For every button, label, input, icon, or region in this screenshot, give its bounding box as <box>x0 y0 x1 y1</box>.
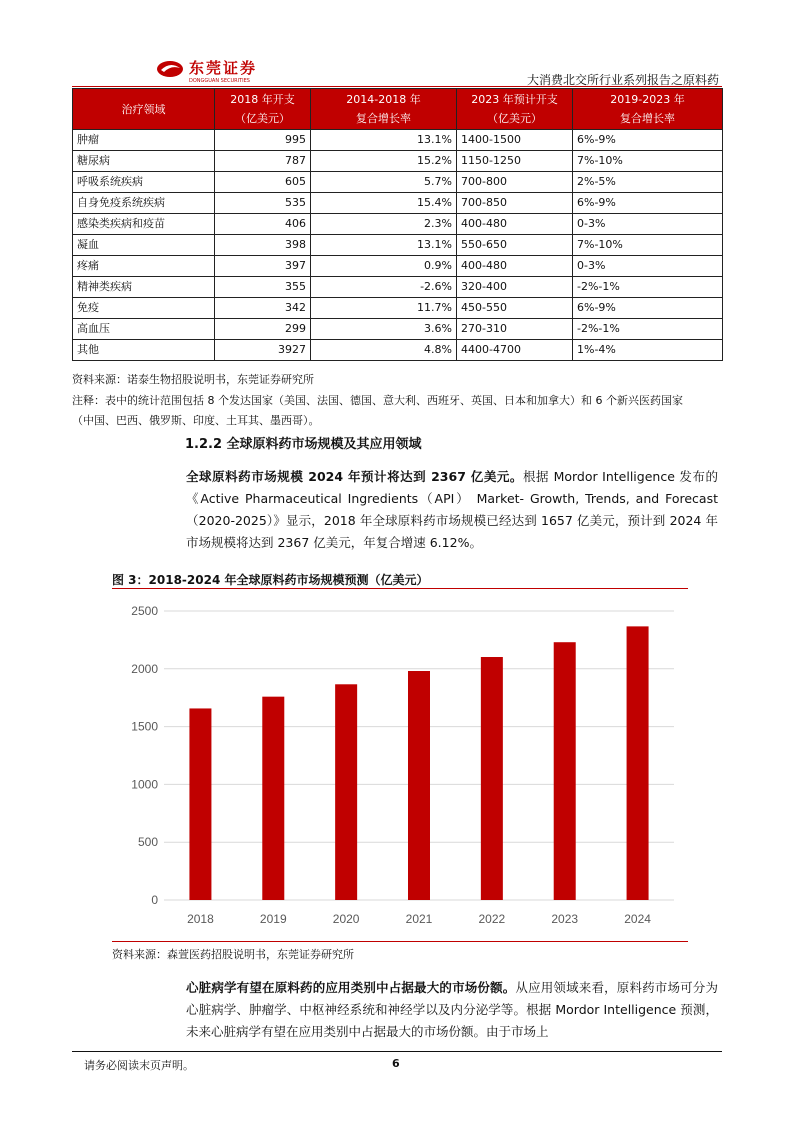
table-cell: 605 <box>215 172 311 193</box>
table-row <box>73 319 723 340</box>
y-tick-label: 1000 <box>131 777 158 792</box>
table-cell: 3.6% <box>311 319 457 340</box>
table-header-line: 复合增长率 <box>356 112 411 125</box>
table-note-line-2: （中国、巴西、俄罗斯、印度、土耳其、墨西哥）。 <box>72 414 320 427</box>
table-cell: 995 <box>215 130 311 151</box>
x-tick-label: 2023 <box>551 912 579 926</box>
x-tick-label: 2020 <box>332 912 360 926</box>
table-cell: 精神类疾病 <box>73 277 215 298</box>
section-heading: 1.2.2 全球原料药市场规模及其应用领域 <box>185 437 422 452</box>
bar-2019 <box>262 697 284 900</box>
table-cell: 700-800 <box>457 172 573 193</box>
table-header-line: 2023 年预计开支 <box>471 93 558 106</box>
y-tick-label: 2500 <box>131 604 158 618</box>
page-number: 6 <box>392 1057 400 1070</box>
table-cell: 400-480 <box>457 214 573 235</box>
table-cell: 320-400 <box>457 277 573 298</box>
table-row <box>73 235 723 256</box>
figure-caption: 图 3：2018-2024 年全球原料药市场规模预测（亿美元） <box>112 573 429 587</box>
bar-2020 <box>335 684 357 900</box>
table-body <box>73 130 723 361</box>
table-cell: 398 <box>215 235 311 256</box>
logo-text: 东莞证券 <box>189 59 258 77</box>
table-cell: 5.7% <box>311 172 457 193</box>
table-cell: 呼吸系统疾病 <box>73 172 215 193</box>
table-cell: 550-650 <box>457 235 573 256</box>
table-cell: 299 <box>215 319 311 340</box>
figure-source: 资料来源：森萱医药招股说明书，东莞证券研究所 <box>112 948 354 961</box>
table-header-line: 2014-2018 年 <box>346 93 421 106</box>
table-cell: 1%-4% <box>573 340 723 361</box>
table-cell: -2%-1% <box>573 319 723 340</box>
bar-2021 <box>408 671 430 900</box>
table-header-cell <box>73 89 215 130</box>
table-row <box>73 214 723 235</box>
table-cell: 6%-9% <box>573 193 723 214</box>
table-cell: 4.8% <box>311 340 457 361</box>
table-cell: 0.9% <box>311 256 457 277</box>
table-cell: 15.2% <box>311 151 457 172</box>
table-header-cell <box>457 89 573 130</box>
x-tick-label: 2022 <box>478 912 506 926</box>
table-note-line-1: 注释：表中的统计范围包括 8 个发达国家（美国、法国、德国、意大利、西班牙、英国、日本和加拿大）和 6 个新兴医药国家 <box>72 394 683 407</box>
bar-2024 <box>627 626 649 900</box>
bar-2022 <box>481 657 503 900</box>
table-header-cell <box>573 89 723 130</box>
table-row <box>73 130 723 151</box>
table-cell: 7%-10% <box>573 151 723 172</box>
market-size-bar-chart <box>112 590 688 940</box>
figure-bottom-rule <box>112 941 688 942</box>
table-cell: 355 <box>215 277 311 298</box>
table-cell: 700-850 <box>457 193 573 214</box>
table-cell: -2.6% <box>311 277 457 298</box>
table-header-row <box>73 89 723 130</box>
x-tick-label: 2024 <box>624 912 651 926</box>
table-cell: 787 <box>215 151 311 172</box>
table-cell: 270-310 <box>457 319 573 340</box>
table-header-line: （亿美元） <box>487 112 542 125</box>
paragraph-lead: 全球原料药市场规模 2024 年预计将达到 2367 亿美元。 <box>186 469 523 484</box>
table-row <box>73 256 723 277</box>
table-header-line: 2018 年开支 <box>230 93 295 106</box>
table-cell: 3927 <box>215 340 311 361</box>
table-cell: 其他 <box>73 340 215 361</box>
x-tick-label: 2019 <box>259 912 287 926</box>
table-cell: 凝血 <box>73 235 215 256</box>
footer-disclaimer: 请务必阅读末页声明。 <box>84 1059 194 1072</box>
table-header-line: 2019-2023 年 <box>610 93 685 106</box>
report-title: 大消费北交所行业系列报告之原料药 <box>526 73 719 87</box>
y-tick-label: 500 <box>137 835 158 850</box>
y-tick-label: 1500 <box>131 719 158 734</box>
table-cell: 2%-5% <box>573 172 723 193</box>
table-cell: 0-3% <box>573 214 723 235</box>
table-cell: 高血压 <box>73 319 215 340</box>
header-divider <box>72 86 722 87</box>
bar-2018 <box>189 708 211 900</box>
table-cell: 1400-1500 <box>457 130 573 151</box>
table-row <box>73 277 723 298</box>
table-cell: 342 <box>215 298 311 319</box>
paragraph-body: 从应用领域来看，原料药市场可分为心脏病学、肿瘤学、中枢神经系统和神经学以及内分泌学等。根据 Mordor Intelligence 预测，未来心脏病学有望在应用类别中占据最大的市场份额。由于市场上 <box>186 980 718 1039</box>
table-cell: 疼痛 <box>73 256 215 277</box>
table-cell: 6%-9% <box>573 298 723 319</box>
logo-subtext: DONGGUAN SECURITIES <box>189 78 250 84</box>
spending-table <box>72 88 722 361</box>
paragraph-application <box>186 977 718 1043</box>
y-tick-label: 2000 <box>131 661 158 676</box>
table-cell: 糖尿病 <box>73 151 215 172</box>
table-source: 资料来源：诺泰生物招股说明书，东莞证券研究所 <box>72 373 314 386</box>
x-tick-label: 2018 <box>187 912 214 926</box>
table-cell: 11.7% <box>311 298 457 319</box>
table-cell: 感染类疾病和疫苗 <box>73 214 215 235</box>
footer-divider <box>72 1051 722 1052</box>
table-header-line: （亿美元） <box>235 112 290 125</box>
company-logo <box>155 56 290 84</box>
table-cell: 1150-1250 <box>457 151 573 172</box>
table-row <box>73 340 723 361</box>
table-cell: -2%-1% <box>573 277 723 298</box>
x-tick-label: 2021 <box>405 912 433 926</box>
table-cell: 535 <box>215 193 311 214</box>
table-cell: 自身免疫系统疾病 <box>73 193 215 214</box>
table-cell: 肿瘤 <box>73 130 215 151</box>
y-tick-label: 0 <box>151 893 158 907</box>
table-cell: 406 <box>215 214 311 235</box>
table-cell: 13.1% <box>311 130 457 151</box>
table-cell: 7%-10% <box>573 235 723 256</box>
table-cell: 450-550 <box>457 298 573 319</box>
table-cell: 397 <box>215 256 311 277</box>
table-cell: 4400-4700 <box>457 340 573 361</box>
table-row <box>73 298 723 319</box>
table-cell: 15.4% <box>311 193 457 214</box>
table-row <box>73 172 723 193</box>
table-cell: 13.1% <box>311 235 457 256</box>
table-row <box>73 193 723 214</box>
table-header-cell <box>215 89 311 130</box>
table-cell: 6%-9% <box>573 130 723 151</box>
table-cell: 0-3% <box>573 256 723 277</box>
paragraph-body: 根据 Mordor Intelligence 发布的《Active Pharmaceutical Ingredients（API） Market- Growth, Trends, and Forecast（2020-2025）》显示，2018 年全球原料药市场规模已经达到 1657 亿美元，预计到 2024 年市场规模将达到 2367 亿美元，年复合增速 6.12%。 <box>186 469 718 550</box>
figure-top-rule <box>112 588 688 589</box>
table-header-cell <box>311 89 457 130</box>
table-cell: 2.3% <box>311 214 457 235</box>
table-row <box>73 151 723 172</box>
paragraph-market-size <box>186 466 718 554</box>
table-cell: 400-480 <box>457 256 573 277</box>
table-header-line: 复合增长率 <box>620 112 675 125</box>
paragraph-lead: 心脏病学有望在原料药的应用类别中占据最大的市场份额。 <box>186 980 516 995</box>
table-cell: 免疫 <box>73 298 215 319</box>
table-header-line: 治疗领域 <box>121 102 166 116</box>
bar-2023 <box>554 642 576 900</box>
